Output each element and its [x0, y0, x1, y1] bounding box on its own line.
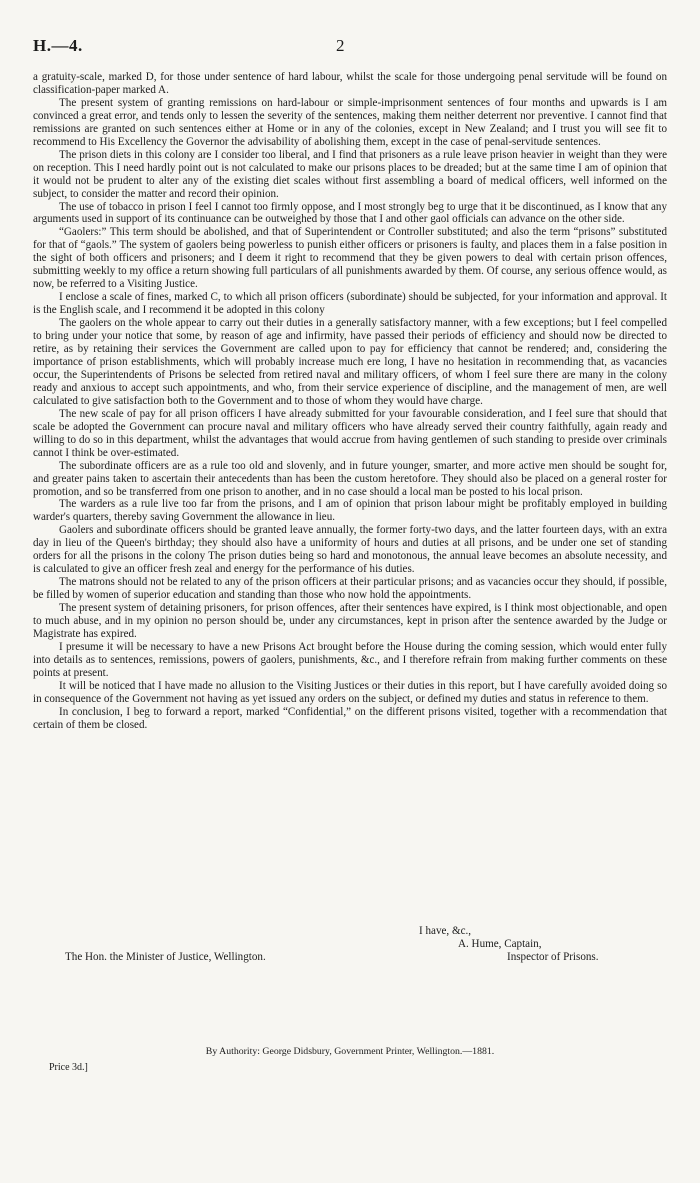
- signature: A. Hume, Captain,: [458, 938, 542, 950]
- document-reference: H.—4.: [33, 36, 83, 55]
- paragraph: The present system of detaining prisoners, for prison offences, after their sentences have expired, is I think most objectionable, and open to much abuse, and in my opinion no person should be, under any circumstances, kept in prison after the sentence awarded by the Judge or Magistrate has expired.: [33, 602, 667, 640]
- paragraph: Gaolers and subordinate officers should be granted leave annually, the former forty-two days, and the latter fourteen days, with an extra day in lieu of the Queen's birthday; they should also have a uniformity of hours and duties at all prisons, and be under one set of standing orders for all the prisons in the colony The prison duties being so hard and monotonous, the annual leave becomes an absolute necessity, and is calculated to give an officer fresh zeal and energy for the performance of his duties.: [33, 524, 667, 576]
- paragraph: I enclose a scale of fines, marked C, to which all prison officers (subordinate) should be subjected, for your information and approval. It is the English scale, and I recommend it be adopted in this colony: [33, 291, 667, 317]
- paragraph: I presume it will be necessary to have a new Prisons Act brought before the House during the coming session, which would enter fully into details as to sentences, remissions, powers of gaolers, punishments, &c., and I therefore refrain from making further comments on these points at present.: [33, 640, 667, 679]
- paragraph: The warders as a rule live too far from the prisons, and I am of opinion that prison labour might be profitably employed in building warder's quarters, thereby saving Government the allowance in lieu.: [33, 498, 667, 524]
- salutation: I have, &c.,: [419, 925, 472, 937]
- paragraph: The matrons should not be related to any of the prison officers at their particular prisons; and as vacancies occur they should, if possible, be filled by women of superior education and standing than those who now hold the appointments.: [33, 576, 667, 602]
- paragraph: The use of tobacco in prison I feel I cannot too firmly oppose, and I most strongly beg to urge that it be discontinued, as I know that any arguments used in support of its continuance can be outweighed by those that I and other gaol officials can advance on the other side.: [33, 200, 667, 226]
- paragraph: In conclusion, I beg to forward a report, marked “Confidential,” on the different prisons visited, together with a recommendation that certain of them be closed.: [33, 705, 667, 731]
- paragraph: The subordinate officers are as a rule too old and slovenly, and in future younger, smarter, and more active men should be sought for, and greater pains taken to ascertain their antecedents than has been the custom heretofore. They should also be placed on a general roster for promotion, and so be transferred from one prison to another, and in no case should a local man be posted to his local prison.: [33, 459, 667, 498]
- page-number: 2: [336, 36, 345, 55]
- paragraph: a gratuity-scale, marked D, for those under sentence of hard labour, whilst the scale for those undergoing penal servitude will be found on classification-paper marked A.: [33, 71, 667, 96]
- paragraph: It will be noticed that I have made no allusion to the Visiting Justices or their duties in this report, but I have carefully avoided doing so in consequence of the Government not having as yet issued any orders on the subject, or defined my duties and status in reference to them.: [33, 679, 667, 705]
- addressee: The Hon. the Minister of Justice, Wellington.: [65, 951, 266, 963]
- paragraph: The new scale of pay for all prison officers I have already submitted for your favourable consideration, and I feel sure that should that scale be adopted the Government can procure naval and military officers who have already served their country faithfully, again ready and willing to do so in this department, whilst the advantages that would accrue from having gentlemen of such standing to preside over criminals cannot I think be over-estimated.: [33, 407, 667, 459]
- paragraph: “Gaolers:” This term should be abolished, and that of Superintendent or Controller substituted; and also the term “prisons” substituted for that of “gaols.” The system of gaolers being powerless to punish either officers or prisoners is faulty, and places them in a false position in the sight of both officers and prisoners; and I deem it right to recommend that they be given powers to deal with certain prison offences, submitting weekly to my office a return showing full particulars of all punishments awarded by them. Of course, any serious offence would, as now, be referred to a Visiting Justice.: [33, 226, 667, 291]
- paragraph: The prison diets in this colony are I consider too liberal, and I find that prisoners as a rule leave prison heavier in weight than they were on reception. This I need hardly point out is not calculated to make our prisons places to be dreaded; but at the same time I am of opinion that it would not be prudent to alter any of the existing diet scales without first assembling a board of medical officers, well informed on the subject, to consider the matter and record their opinion.: [33, 148, 667, 200]
- signatory-title: Inspector of Prisons.: [507, 951, 599, 963]
- price-note: Price 3d.]: [49, 1062, 88, 1073]
- paragraph: The gaolers on the whole appear to carry out their duties in a generally satisfactory manner, with a few exceptions; but I feel compelled to bring under your notice that some, by reason of age and infirmity, have passed their periods of efficiency and should now be directed to retire, as by retaining their services the Government are called upon to pay for efficiency that cannot be rendered; and, considering the importance of prison establishments, which will probably increase much ere long, I have no hesitation in recommending that, as vacancies occur, the Superintendents of Prisons be selected from retired naval and military officers, of whom I feel sure there are many in the colony ready and anxious to accept such appointments, and who, from their service experience of discipline, and the management of men, are well calculated to give satisfaction both to the Government and to those of whom they would have charge.: [33, 317, 667, 407]
- paragraph: The present system of granting remissions on hard-labour or simple-imprisonment sentences of four months and upwards is I am convinced a great error, and tends only to lessen the severity of the sentences, making them neither deterrent nor preventive. I cannot find that remissions are granted on such sentences either at Home or in any of the colonies, except in New Zealand; and I trust you will see fit to recommend to His Excellency the Governor the advisability of abolishing them, except in the case of penal-servitude sentences.: [33, 96, 667, 148]
- report-body: [33, 71, 667, 732]
- printer-imprint: By Authority: George Didsbury, Government Printer, Wellington.—1881.: [205, 1046, 495, 1057]
